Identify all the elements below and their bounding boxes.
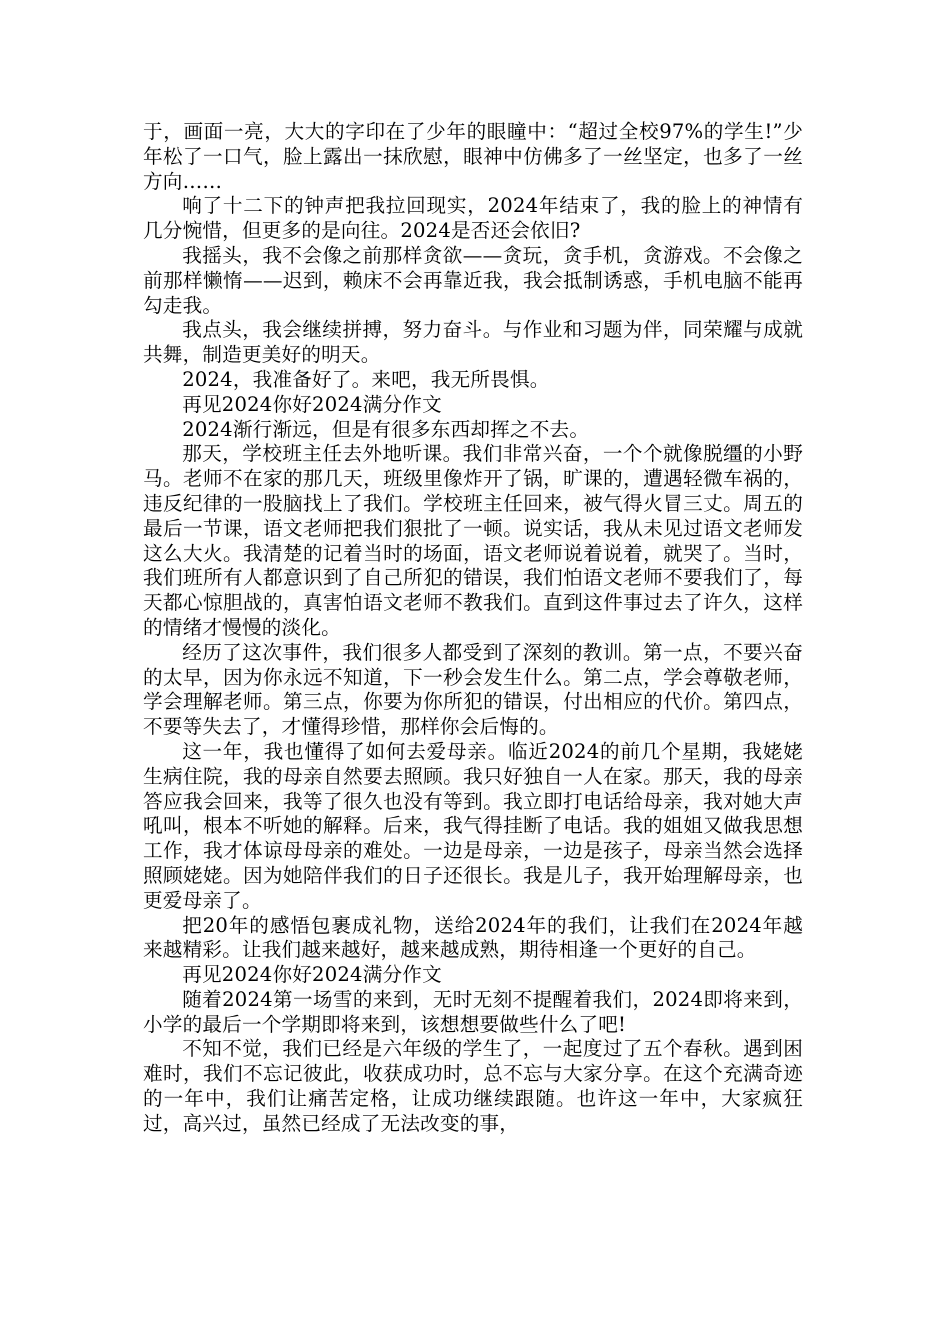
paragraph-4: 我点头，我会继续拼搏，努力奋斗。与作业和习题为伴，同荣耀与成就共舞，制造更美好的明天。 [143,318,803,367]
paragraph-7: 2024渐行渐远，但是有很多东西却挥之不去。 [182,417,590,441]
paragraph-11: 把20年的感悟包裹成礼物，送给2024年的我们，让我们在2024年越来越精彩。让我们越来越好，越来越成熟，期待相逢一个更好的自己。 [143,913,803,962]
paragraph-2: 响了十二下的钟声把我拉回现实，2024年结束了，我的脸上的神情有几分惋惜，但更多的是向往。2024是否还会依旧? [143,194,803,243]
paragraph-10: 这一年，我也懂得了如何去爱母亲。临近2024的前几个星期，我姥姥生病住院，我的母亲自然要去照顾。我只好独自一人在家。那天，我的母亲答应我会回来，我等了很久也没有等到。我立即打电话给母亲，我对她大声吼叫，根本不听她的解释。后来，我气得挂断了电话。我的姐姐又做我思想工作，我才体谅母母亲的难处。一边是母亲，一边是孩子，母亲当然会选择照顾姥姥。因为她陪伴我们的日子还很长。我是儿子，我开始理解母亲，也更爱母亲了。 [143,739,803,912]
paragraph-5: 2024，我准备好了。来吧，我无所畏惧。 [182,367,550,391]
paragraph-14: 不知不觉，我们已经是六年级的学生了，一起度过了五个春秋。遇到困难时，我们不忘记彼此，收获成功时，总不忘与大家分享。在这个充满奇迹的一年中，我们让痛苦定格，让成功继续跟随。也许这一年中，大家疯狂过，高兴过，虽然已经成了无法改变的事， [143,1037,803,1135]
paragraph-3: 我摇头，我不会像之前那样贪欲——贪玩，贪手机，贪游戏。不会像之前那样懒惰——迟到，赖床不会再靠近我，我会抵制诱惑，手机电脑不能再勾走我。 [143,243,803,317]
paragraph-13: 随着2024第一场雪的来到，无时无刻不提醒着我们，2024即将来到，小学的最后一个学期即将来到，该想想要做些什么了吧! [143,987,803,1036]
paragraph-9: 经历了这次事件，我们很多人都受到了深刻的教训。第一点，不要兴奋的太早，因为你永远不知道，下一秒会发生什么。第二点，学会尊敬老师，学会理解老师。第三点，你要为你所犯的错误，付出相应的代价。第四点，不要等失去了，才懂得珍惜，那样你会后悔的。 [143,640,803,739]
section-heading-1: 再见2024你好2024满分作文 [182,392,442,416]
paragraph-8: 那天，学校班主任去外地听课。我们非常兴奋，一个个就像脱缰的小野马。老师不在家的那几天，班级里像炸开了锅，旷课的，遭遇轻微车祸的，违反纪律的一股脑找上了我们。学校班主任回来，被气得火冒三丈。周五的最后一节课，语文老师把我们狠批了一顿。说实话，我从未见过语文老师发这么大火。我清楚的记着当时的场面，语文老师说着说着，就哭了。当时，我们班所有人都意识到了自己所犯的错误，我们怕语文老师不要我们了，每天都心惊胆战的，真害怕语文老师不教我们。直到这件事过去了许久，这样的情绪才慢慢的淡化。 [143,442,803,639]
document-page [143,120,803,1137]
section-heading-2: 再见2024你好2024满分作文 [182,963,442,987]
paragraph-1: 于，画面一亮，大大的字印在了少年的眼瞳中：“超过全校97%的学生!”少年松了一口气，脸上露出一抹欣慰，眼神中仿佛多了一丝坚定，也多了一丝方向…… [143,120,803,193]
